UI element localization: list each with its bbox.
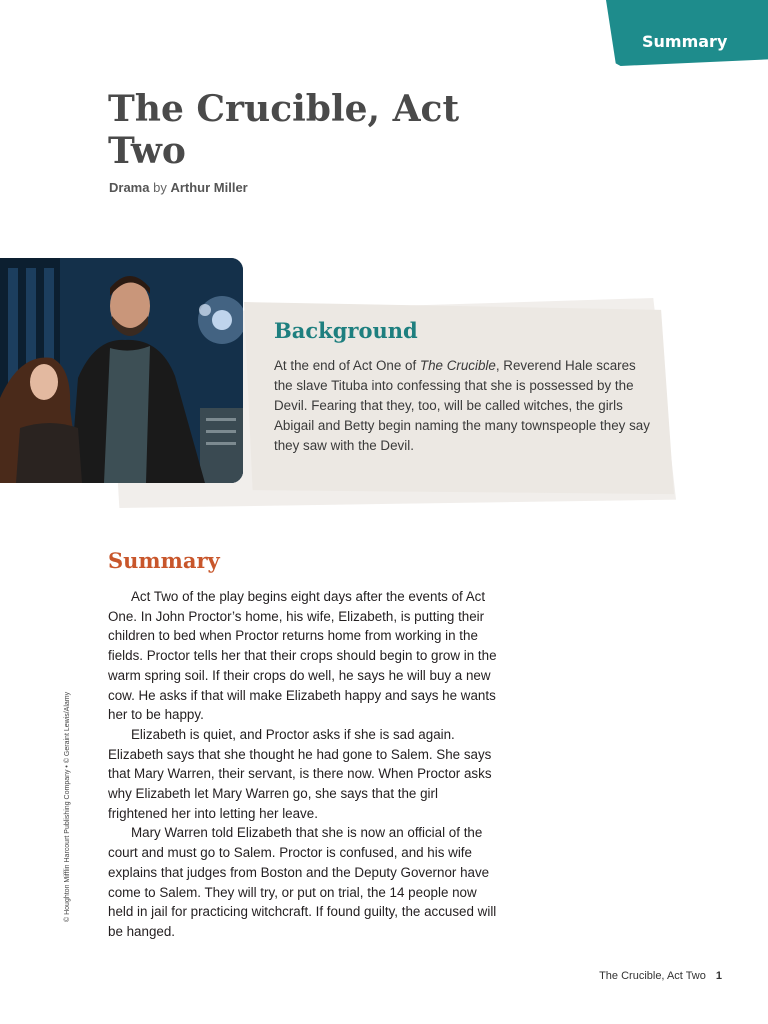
summary-paragraph-2: Elizabeth is quiet, and Proctor asks if she is sad again. Elizabeth says that she thought he had gone to Salem. She says that Mary Warren, their servant, is there now. When Proctor asks why Elizabeth let Mary Warren go, she says that the girl frightened her into letting her leave. [108,726,492,821]
page-footer [599,970,722,982]
footer-title: The Crucible, Act Two [599,970,706,982]
background-text-start: At the end of Act One of [274,358,420,373]
background-text-end: , Reverend Hale scares the slave Tituba into confessing that she is possessed by the Devil. Fearing that they, too, will be called witches, the girls Abigail and Betty begin naming the many townspeople they say they saw with the Devil. [274,358,650,453]
stage-photo [0,258,243,483]
background-text [274,356,654,456]
byline-genre: Drama [109,180,150,195]
background-title-ref: The Crucible [419,358,496,373]
summary-paragraph-1: Act Two of the play begins eight days after the events of Act One. In John Proctor’s home, his wife, Elizabeth, is putting their children to bed when Proctor returns home from working in the fields. Proctor tells her that their crops should begin to grow in the warm spring soil. If their crops do well, he says he will buy a new cow. He asks if that will make Elizabeth happy and says he wants her to be happy. [108,589,497,723]
section-tab-label: Summary [642,32,728,51]
stage-photo-image [0,258,243,483]
background-heading: Background [274,318,418,343]
page-number: 1 [715,970,722,982]
summary-heading: Summary [108,548,220,573]
copyright-credit: © Houghton Mifflin Harcourt Publishing Company • © Geraint Lewis/Alamy [64,691,71,922]
summary-body [108,587,500,942]
byline-by: by [153,180,167,195]
byline [109,180,248,195]
page-title: The Crucible, Act Two [108,88,460,172]
byline-author: Arthur Miller [170,180,248,195]
summary-paragraph-3: Mary Warren told Elizabeth that she is now an official of the court and must go to Salem. Proctor is confused, and his wife explains that judges from Boston and the Deputy Governor have come to Salem. They will try, or put on trial, the 14 people now held in jail for practicing witchcraft. If found guilty, the accused will be hanged. [108,825,497,939]
